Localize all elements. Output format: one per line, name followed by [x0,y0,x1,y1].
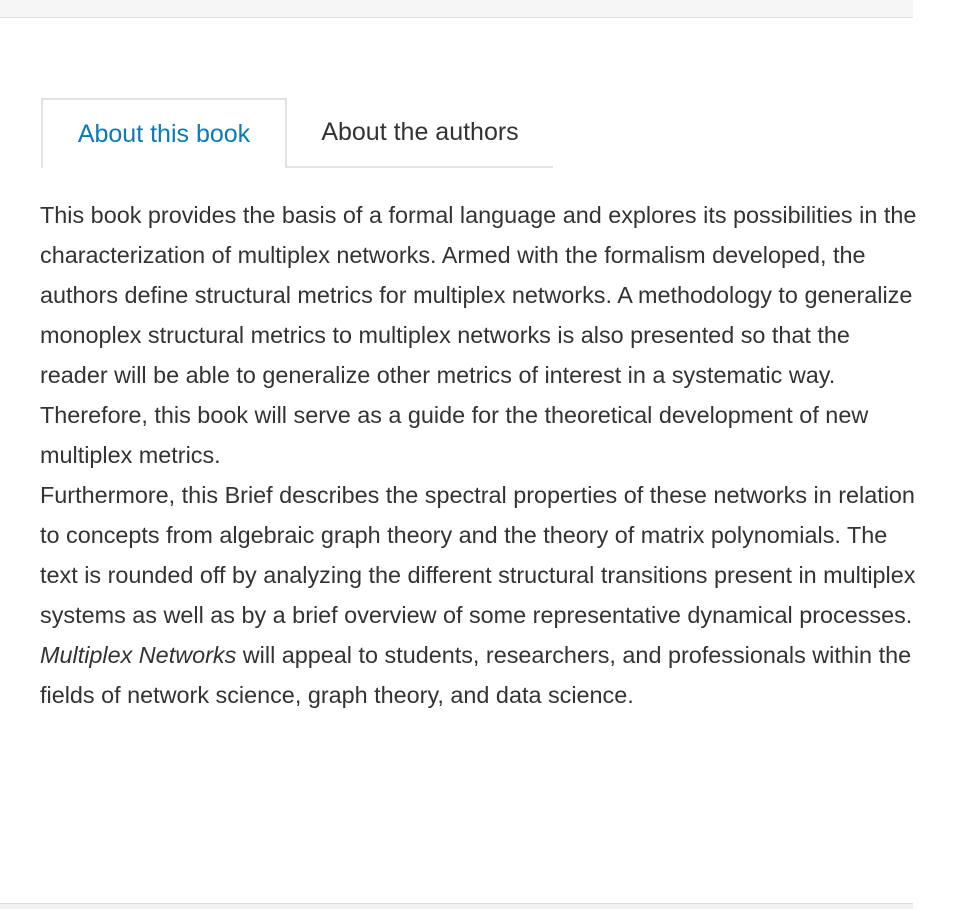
book-title-italic: Multiplex Networks [40,642,237,668]
description-paragraph-1: This book provides the basis of a formal language and explores its possibilities in the characterization of multiplex networks. Armed with the formalism developed, the authors define structural metrics for multiplex networks. A methodology to generalize monoplex structural metrics to multiplex networks is also presented so that the reader will be able to generalize other metrics of interest in a systematic way. Therefore, this book will serve as a guide for the theoretical development of new multiplex metrics. [40,202,917,468]
description-paragraph-3 [40,635,920,715]
tab-about-the-authors[interactable]: About the authors [287,98,553,168]
description-paragraph-2: Furthermore, this Brief describes the spectral properties of these networks in relation to concepts from algebraic graph theory and the theory of matrix polynomials. The text is rounded off by analyzing the different structural transitions present in multiplex systems as well as by a brief overview of some representative dynamical processes. [40,482,916,628]
top-divider [0,0,913,18]
tab-panel-content [40,195,920,715]
bottom-divider [0,903,913,909]
description-paragraph-3-text: will appeal to students, researchers, and professionals within the fields of network science, graph theory, and data science. [40,642,912,708]
tab-about-this-book[interactable]: About this book [41,98,287,168]
tab-bar [41,98,553,168]
